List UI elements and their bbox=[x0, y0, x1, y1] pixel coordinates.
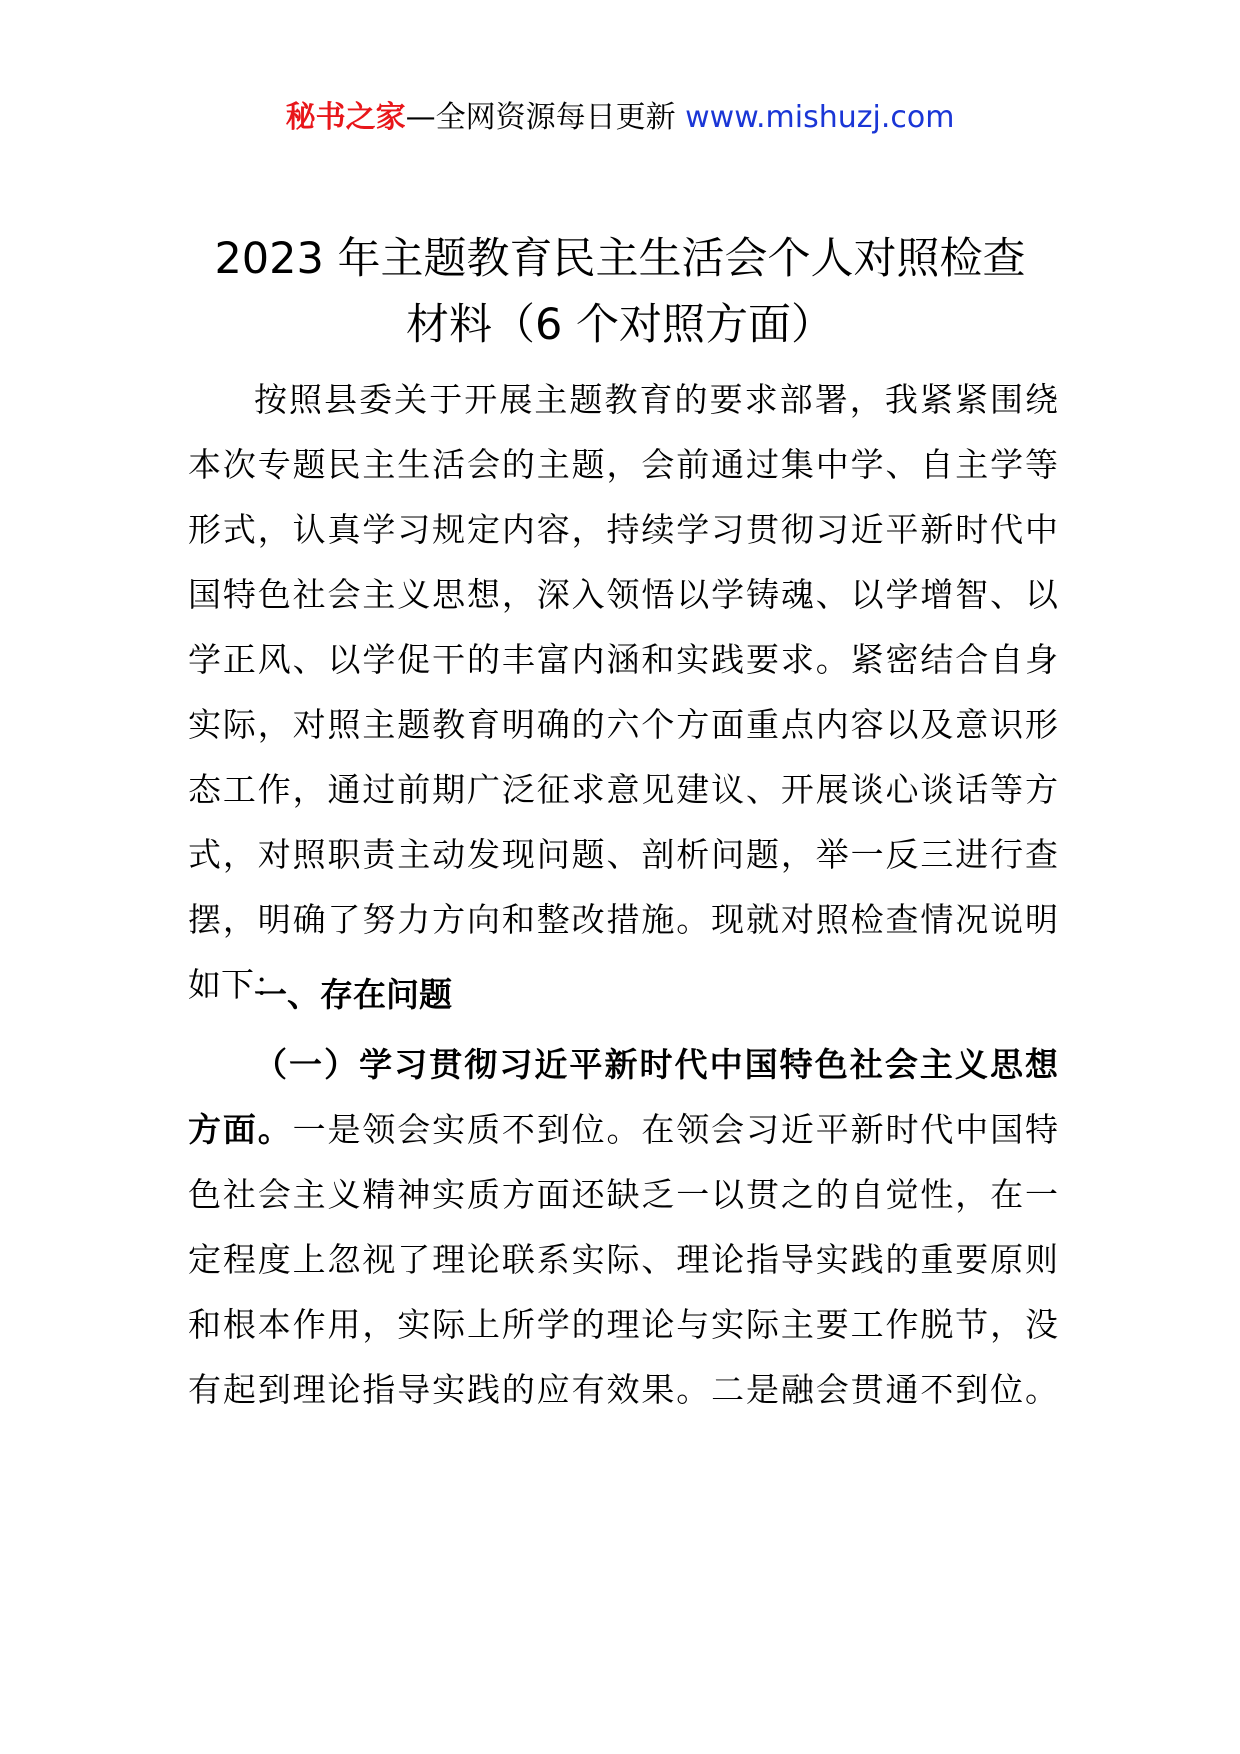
section-1-heading: 一、存在问题 bbox=[254, 975, 452, 1014]
intro-line: 按照县委关于开展主题教育的要求部署，我紧紧围绕 bbox=[254, 380, 1058, 419]
intro-line: 国特色社会主义思想，深入领悟以学铸魂、以学增智、以 bbox=[188, 575, 1058, 614]
subsection-1-line: 有起到理论指导实践的应有效果。二是融会贯通不到位。 bbox=[188, 1370, 1058, 1409]
site-header bbox=[0, 98, 1240, 138]
section-1 bbox=[188, 962, 1058, 1027]
subsection-1-line: 色社会主义精神实质方面还缺乏一以贯之的自觉性，在一 bbox=[188, 1175, 1058, 1214]
subsection-1-line: 定程度上忽视了理论联系实际、理论指导实践的重要原则 bbox=[188, 1240, 1058, 1279]
subsection-1-heading: （一）学习贯彻习近平新时代中国特色社会主义思想 bbox=[254, 1045, 1058, 1084]
title-line-2: 材料（6 个对照方面） bbox=[405, 300, 835, 350]
intro-line: 摆，明确了努力方向和整改措施。现就对照检查情况说明 bbox=[188, 900, 1058, 939]
header-tagline: —全网资源每日更新 bbox=[405, 100, 686, 135]
intro-line: 学正风、以学促干的丰富内涵和实践要求。紧密结合自身 bbox=[188, 640, 1058, 679]
intro-line: 如下： bbox=[188, 965, 287, 1004]
intro-line: 式，对照职责主动发现问题、剖析问题，举一反三进行查 bbox=[188, 835, 1058, 874]
brand-name: 秘书之家 bbox=[285, 100, 406, 135]
intro-line: 态工作，通过前期广泛征求意见建议、开展谈心谈话等方 bbox=[188, 770, 1058, 809]
intro-line: 实际，对照主题教育明确的六个方面重点内容以及意识形 bbox=[188, 705, 1058, 744]
site-url-link[interactable]: www.mishuzj.com bbox=[685, 100, 955, 135]
subsection-1-line bbox=[188, 1097, 1058, 1162]
subsection-1-line: 和根本作用，实际上所学的理论与实际主要工作脱节，没 bbox=[188, 1305, 1058, 1344]
intro-line: 形式，认真学习规定内容，持续学习贯彻习近平新时代中 bbox=[188, 510, 1058, 549]
subsection-1-paragraph bbox=[188, 1032, 1058, 1422]
subsection-1-text: 一是领会实质不到位。在领会习近平新时代中国特 bbox=[292, 1110, 1058, 1149]
intro-line: 本次专题民主生活会的主题，会前通过集中学、自主学等 bbox=[188, 445, 1058, 484]
intro-paragraph bbox=[188, 367, 1058, 1017]
subsection-1-heading-end: 方面。 bbox=[188, 1110, 293, 1149]
title-line-1: 2023 年主题教育民主生活会个人对照检查 bbox=[214, 234, 1026, 284]
document-title bbox=[130, 226, 1110, 358]
